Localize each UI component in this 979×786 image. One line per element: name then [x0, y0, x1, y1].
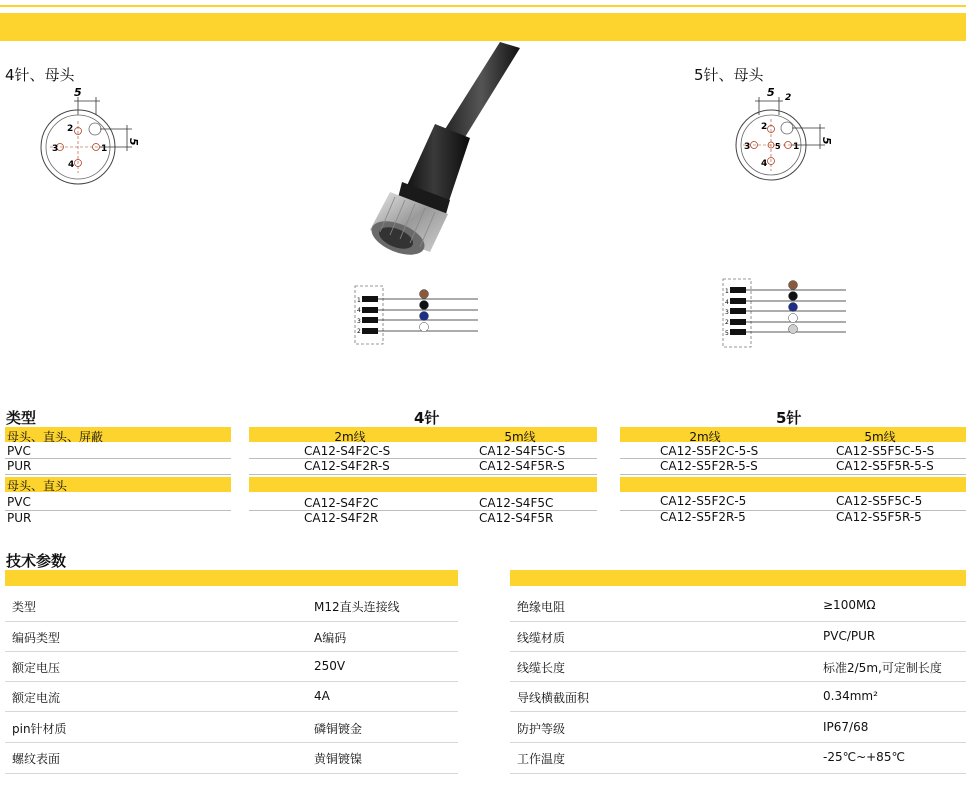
- svg-text:3: 3: [357, 318, 361, 325]
- pin4-female-label: 4针、母头: [5, 66, 75, 84]
- spec-value: 磷铜镀金: [314, 722, 363, 736]
- pin4-dim-side: 5: [127, 138, 140, 146]
- pin4-wiring-diagram: [350, 283, 490, 348]
- row2-p4-5m: CA12-S4F5R-S: [479, 459, 565, 473]
- spec-divider: [510, 681, 966, 682]
- spec-divider: [5, 681, 458, 682]
- spec-label: 防护等级: [517, 722, 566, 736]
- pin5-5m-header: 5m线: [864, 430, 896, 444]
- spec-label: pin针材质: [12, 722, 67, 736]
- row2-p4-2m: CA12-S4F2R-S: [304, 459, 390, 473]
- wire-brown: [420, 290, 429, 299]
- group2-label: 母头、直头: [7, 479, 68, 493]
- pin5-group2-bar: [620, 477, 966, 492]
- svg-text:2: 2: [761, 122, 768, 132]
- spec-divider: [5, 621, 458, 622]
- spec-value: 黄铜镀镍: [314, 752, 363, 766]
- row3-material: PVC: [7, 495, 31, 509]
- pin5-face-diagram: [725, 85, 840, 190]
- svg-text:4: 4: [761, 159, 768, 169]
- group1-label: 母头、直头、屏蔽: [7, 430, 104, 444]
- row1-p5-5m: CA12-S5F5C-5-S: [836, 444, 935, 458]
- pin4-heading: 4针: [414, 409, 440, 427]
- svg-text:3: 3: [52, 144, 59, 154]
- row3-p4-2m: CA12-S4F2C: [304, 496, 379, 510]
- row4-material: PUR: [7, 511, 32, 525]
- spec-label: 线缆材质: [517, 631, 566, 645]
- row3-p5-2m: CA12-S5F2C-5: [660, 494, 747, 508]
- row2-p5-5m: CA12-S5F5R-5-S: [836, 459, 934, 473]
- pin4-face-diagram: [30, 85, 145, 190]
- svg-text:1: 1: [793, 142, 800, 152]
- spec-value: M12直头连接线: [314, 600, 400, 614]
- pin5-female-label: 5针、母头: [694, 66, 764, 84]
- svg-text:2: 2: [725, 319, 729, 326]
- row-divider: [249, 474, 597, 475]
- pin4-5m-header: 5m线: [504, 430, 536, 444]
- specs-right-bar: [510, 570, 966, 586]
- top-banner: [0, 13, 966, 41]
- row1-p4-2m: CA12-S4F2C-S: [304, 444, 391, 458]
- wire-black: [420, 301, 429, 310]
- row4-p4-5m: CA12-S4F5R: [479, 511, 554, 525]
- spec-divider: [510, 773, 966, 774]
- spec-value: A编码: [314, 631, 347, 645]
- wire-blue: [420, 312, 429, 321]
- svg-text:4: 4: [725, 299, 729, 306]
- spec-label: 绝缘电阻: [517, 600, 566, 614]
- row3-p4-5m: CA12-S4F5C: [479, 496, 554, 510]
- svg-text:2: 2: [67, 124, 74, 134]
- svg-text:3: 3: [744, 142, 751, 152]
- spec-divider: [510, 711, 966, 712]
- row1-p4-5m: CA12-S4F5C-S: [479, 444, 566, 458]
- top-rule: [0, 5, 966, 7]
- row2-p5-2m: CA12-S5F2R-5-S: [660, 459, 758, 473]
- spec-divider: [510, 621, 966, 622]
- wire-white: [420, 323, 429, 332]
- row4-p5-2m: CA12-S5F2R-5: [660, 510, 746, 524]
- pin5-heading: 5针: [776, 409, 802, 427]
- spec-label: 类型: [12, 600, 37, 614]
- spec-value: ≥100MΩ: [823, 598, 876, 612]
- row3-p5-5m: CA12-S5F5C-5: [836, 494, 923, 508]
- spec-divider: [5, 742, 458, 743]
- pin4-group2-bar: [249, 477, 597, 492]
- svg-text:4: 4: [68, 160, 75, 170]
- spec-divider: [510, 742, 966, 743]
- specs-heading: 技术参数: [6, 552, 67, 570]
- specs-left-bar: [5, 570, 458, 586]
- row2-material: PUR: [7, 459, 32, 473]
- svg-text:2: 2: [357, 328, 361, 335]
- row4-p4-2m: CA12-S4F2R: [304, 511, 379, 525]
- pin5-dim-side: 5: [820, 137, 833, 145]
- spec-value: 250V: [314, 659, 346, 673]
- row-divider: [620, 474, 966, 475]
- svg-text:5: 5: [775, 142, 781, 151]
- spec-label: 导线横截面积: [517, 691, 590, 705]
- row-divider: [5, 474, 231, 475]
- spec-label: 编码类型: [12, 631, 61, 645]
- pin4-dim-top: 5: [74, 86, 82, 99]
- spec-value: IP67/68: [823, 720, 869, 734]
- spec-value: 标准2/5m,可定制长度: [823, 661, 942, 675]
- svg-text:5: 5: [725, 330, 729, 337]
- svg-text:1: 1: [101, 144, 108, 154]
- spec-label: 额定电压: [12, 661, 61, 675]
- pin4-2m-header: 2m线: [334, 430, 366, 444]
- row-divider: [5, 458, 231, 459]
- spec-divider: [5, 711, 458, 712]
- spec-label: 额定电流: [12, 691, 61, 705]
- svg-text:3: 3: [725, 309, 729, 316]
- spec-label: 螺纹表面: [12, 752, 61, 766]
- spec-value: 0.34mm²: [823, 689, 878, 703]
- spec-label: 工作温度: [517, 752, 566, 766]
- connector-product-image: [350, 42, 540, 257]
- pin5-dim-small: 2: [785, 93, 792, 103]
- pin5-2m-header: 2m线: [689, 430, 721, 444]
- spec-divider: [510, 651, 966, 652]
- spec-label: 线缆长度: [517, 661, 566, 675]
- pin5-wiring-diagram: [718, 276, 858, 351]
- row4-p5-5m: CA12-S5F5R-5: [836, 510, 922, 524]
- spec-value: -25℃~+85℃: [823, 750, 905, 764]
- spec-value: PVC/PUR: [823, 629, 876, 643]
- svg-text:4: 4: [357, 307, 361, 314]
- row-divider: [5, 510, 231, 511]
- svg-text:1: 1: [725, 288, 729, 295]
- svg-text:1: 1: [357, 297, 361, 304]
- spec-divider: [5, 773, 458, 774]
- spec-value: 4A: [314, 689, 330, 703]
- row1-material: PVC: [7, 444, 31, 458]
- pin5-dim-top: 5: [767, 86, 775, 99]
- spec-divider: [5, 651, 458, 652]
- row1-p5-2m: CA12-S5F2C-5-S: [660, 444, 759, 458]
- types-heading: 类型: [6, 409, 37, 427]
